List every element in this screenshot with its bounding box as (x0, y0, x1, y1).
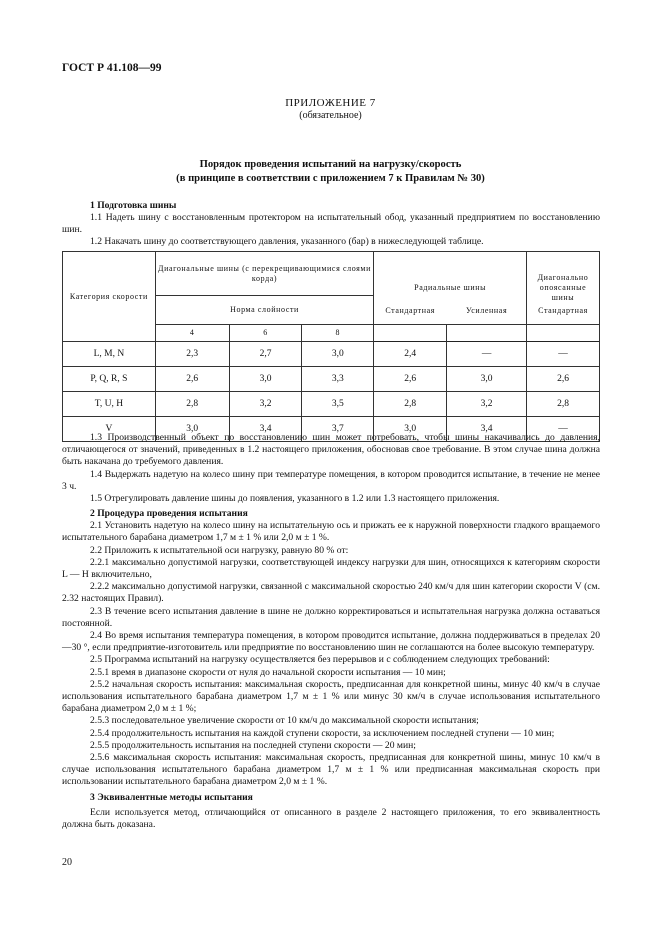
paragraph: 1.1 Надеть шину с восстановленным протектором на испытательный обод, указанный предприятием по восстановлению шин. (62, 212, 600, 236)
section-heading: 2 Процедура проведения испытания (90, 508, 248, 520)
table-row (63, 367, 600, 392)
value-cell: 3,5 (302, 392, 374, 417)
value-cell: — (527, 417, 600, 442)
header-radial: Радиальные шины (374, 252, 527, 325)
main-title (0, 158, 661, 185)
paragraph: 2.2.1 максимально допустимой нагрузки, соответствующей индексу нагрузки для шин, относящихся к категориям скорости L — H включительно, (62, 556, 600, 581)
paragraph: 2.5.4 продолжительность испытания на каждой ступени скорости, за исключением последней ступени — 10 мин; (90, 727, 555, 739)
pressure-table (62, 251, 600, 442)
paragraph: 1.5 Отрегулировать давление шины до появления, указанного в 1.2 или 1.3 настоящего приложения. (90, 493, 500, 505)
header-standard: Стандартная (374, 303, 447, 320)
paragraph: 1.3 Производственный объект по восстановлению шин может потребовать, чтобы шины накачивались до давления, отличающегося от значений, приведенных в 1.2 настоящего приложения, обосновав свое требование. В этом случае шина должна быть накачана до требуемого давления. (62, 432, 600, 468)
value-cell: 2,6 (155, 367, 229, 392)
paragraph: 2.5.6 максимальная скорость испытания: максимальная скорость, предписанная для конкретной шины, минус 10 км/ч в случае использования испытательного барабана диаметром 1,7 м ± 1 % или предписанная максимальная скорость при использовании испытательного барабана диаметром 2,0 м ± 1 %. (62, 752, 600, 788)
page-number: 20 (62, 857, 72, 868)
paragraph: 2.2 Приложить к испытательной оси нагрузку, равную 80 % от: (90, 544, 349, 556)
value-cell: 3,2 (229, 392, 302, 417)
value-cell: 2,8 (155, 392, 229, 417)
value-cell: 3,2 (447, 392, 527, 417)
value-cell: 2,4 (374, 342, 447, 367)
table-row (63, 392, 600, 417)
main-title-line-2: (в принципе в соответствии с приложением 7 к Правилам № 30) (176, 172, 485, 184)
section-1-intro (62, 199, 600, 249)
paragraph: 2.1 Установить надетую на колесо шину на испытательную ось и прижать ее к наружной поверхности гладкого вращаемого испытательного барабана диаметром 1,7 м ± 1 % или 2,0 м ± 1 %. (62, 520, 600, 544)
value-cell: 3,4 (229, 417, 302, 442)
header-ply-norm: Норма слойности (155, 296, 373, 325)
header-ply-8: 8 (302, 325, 374, 342)
value-cell: — (447, 342, 527, 367)
value-cell: 3,0 (447, 367, 527, 392)
header-standard-2: Стандартная (527, 303, 600, 320)
category-cell: T, U, H (63, 392, 156, 417)
paragraph: 2.2.2 максимально допустимой нагрузки, связанной с максимальной скоростью 240 км/ч для шин категории скорости V (см. 2.32 настоящих Правил). (62, 581, 600, 605)
value-cell: 3,4 (447, 417, 527, 442)
main-title-line-1: Порядок проведения испытаний на нагрузку/скорость (199, 159, 462, 170)
value-cell: 2,6 (527, 367, 600, 392)
appendix-subtitle: (обязательное) (299, 110, 362, 121)
value-cell: 3,0 (374, 417, 447, 442)
paragraph: 2.5.1 время в диапазоне скорости от нуля до начальной скорости испытания — 10 мин; (90, 666, 446, 678)
header-reinforced: Усиленная (447, 303, 527, 320)
table-row (63, 342, 600, 367)
header-ply-6: 6 (229, 325, 302, 342)
paragraph: 1.2 Накачать шину до соответствующего давления, указанного (бар) в нижеследующей таблице. (90, 236, 484, 248)
header-belted: Диагонально опоясанные шины (527, 252, 600, 325)
appendix-title: ПРИЛОЖЕНИЕ 7 (285, 97, 376, 109)
paragraph: 2.4 Во время испытания температура помещения, в котором проводится испытание, должна поддерживаться в пределах 20—30 °, если предприятие-изготовитель или предприятие по восстановлению шин не соглашаются на более высокую температуру. (62, 630, 600, 654)
paragraph: 2.5.2 начальная скорость испытания: максимальная скорость, предписанная для конкретной шины, минус 40 км/ч в случае использования испытательного барабана диаметром 1,7 м ± 1 % или минус 30 км/ч в случае использования испытательного барабана диаметром 2,0 м ± 1 %; (62, 678, 600, 715)
value-cell: 2,6 (374, 367, 447, 392)
paragraph: 1.4 Выдержать надетую на колесо шину при температуре помещения, в котором проводится испытание, в течение не менее 3 ч. (62, 468, 600, 492)
header-diagonal: Диагональные шины (с перекрещивающимися слоями корда) (155, 252, 373, 296)
value-cell: — (527, 342, 600, 367)
header-category: Категория скорости (63, 252, 156, 342)
value-cell: 3,3 (302, 367, 374, 392)
value-cell: 2,8 (527, 392, 600, 417)
paragraph: Если используется метод, отличающийся от описанного в разделе 2 настоящего приложения, то его эквивалентность должна быть доказана. (62, 806, 600, 830)
value-cell: 2,3 (155, 342, 229, 367)
value-cell: 3,7 (302, 417, 374, 442)
value-cell: 2,8 (374, 392, 447, 417)
document-id: ГОСТ Р 41.108—99 (62, 62, 162, 74)
value-cell: 3,0 (302, 342, 374, 367)
category-cell: P, Q, R, S (63, 367, 156, 392)
paragraph: 2.5.3 последовательное увеличение скорости от 10 км/ч до максимальной скорости испытания; (90, 715, 479, 727)
section-heading: 1 Подготовка шины (90, 200, 177, 211)
value-cell: 2,7 (229, 342, 302, 367)
value-cell: 3,0 (229, 367, 302, 392)
header-ply-4: 4 (155, 325, 229, 342)
paragraph: 2.3 В течение всего испытания давление в шине не должно корректироваться и испытательная нагрузка должна оставаться постоянной. (62, 605, 600, 629)
section-1-continued (62, 432, 600, 831)
value-cell: 3,0 (155, 417, 229, 442)
section-heading: 3 Эквивалентные методы испытания (90, 791, 253, 803)
paragraph: 2.5 Программа испытаний на нагрузку осуществляется без перерывов и с соблюдением следующих требований: (90, 654, 550, 666)
paragraph: 2.5.5 продолжительность испытания на последней ступени скорости — 20 мин; (90, 739, 416, 751)
category-cell: V (63, 417, 156, 442)
category-cell: L, M, N (63, 342, 156, 367)
